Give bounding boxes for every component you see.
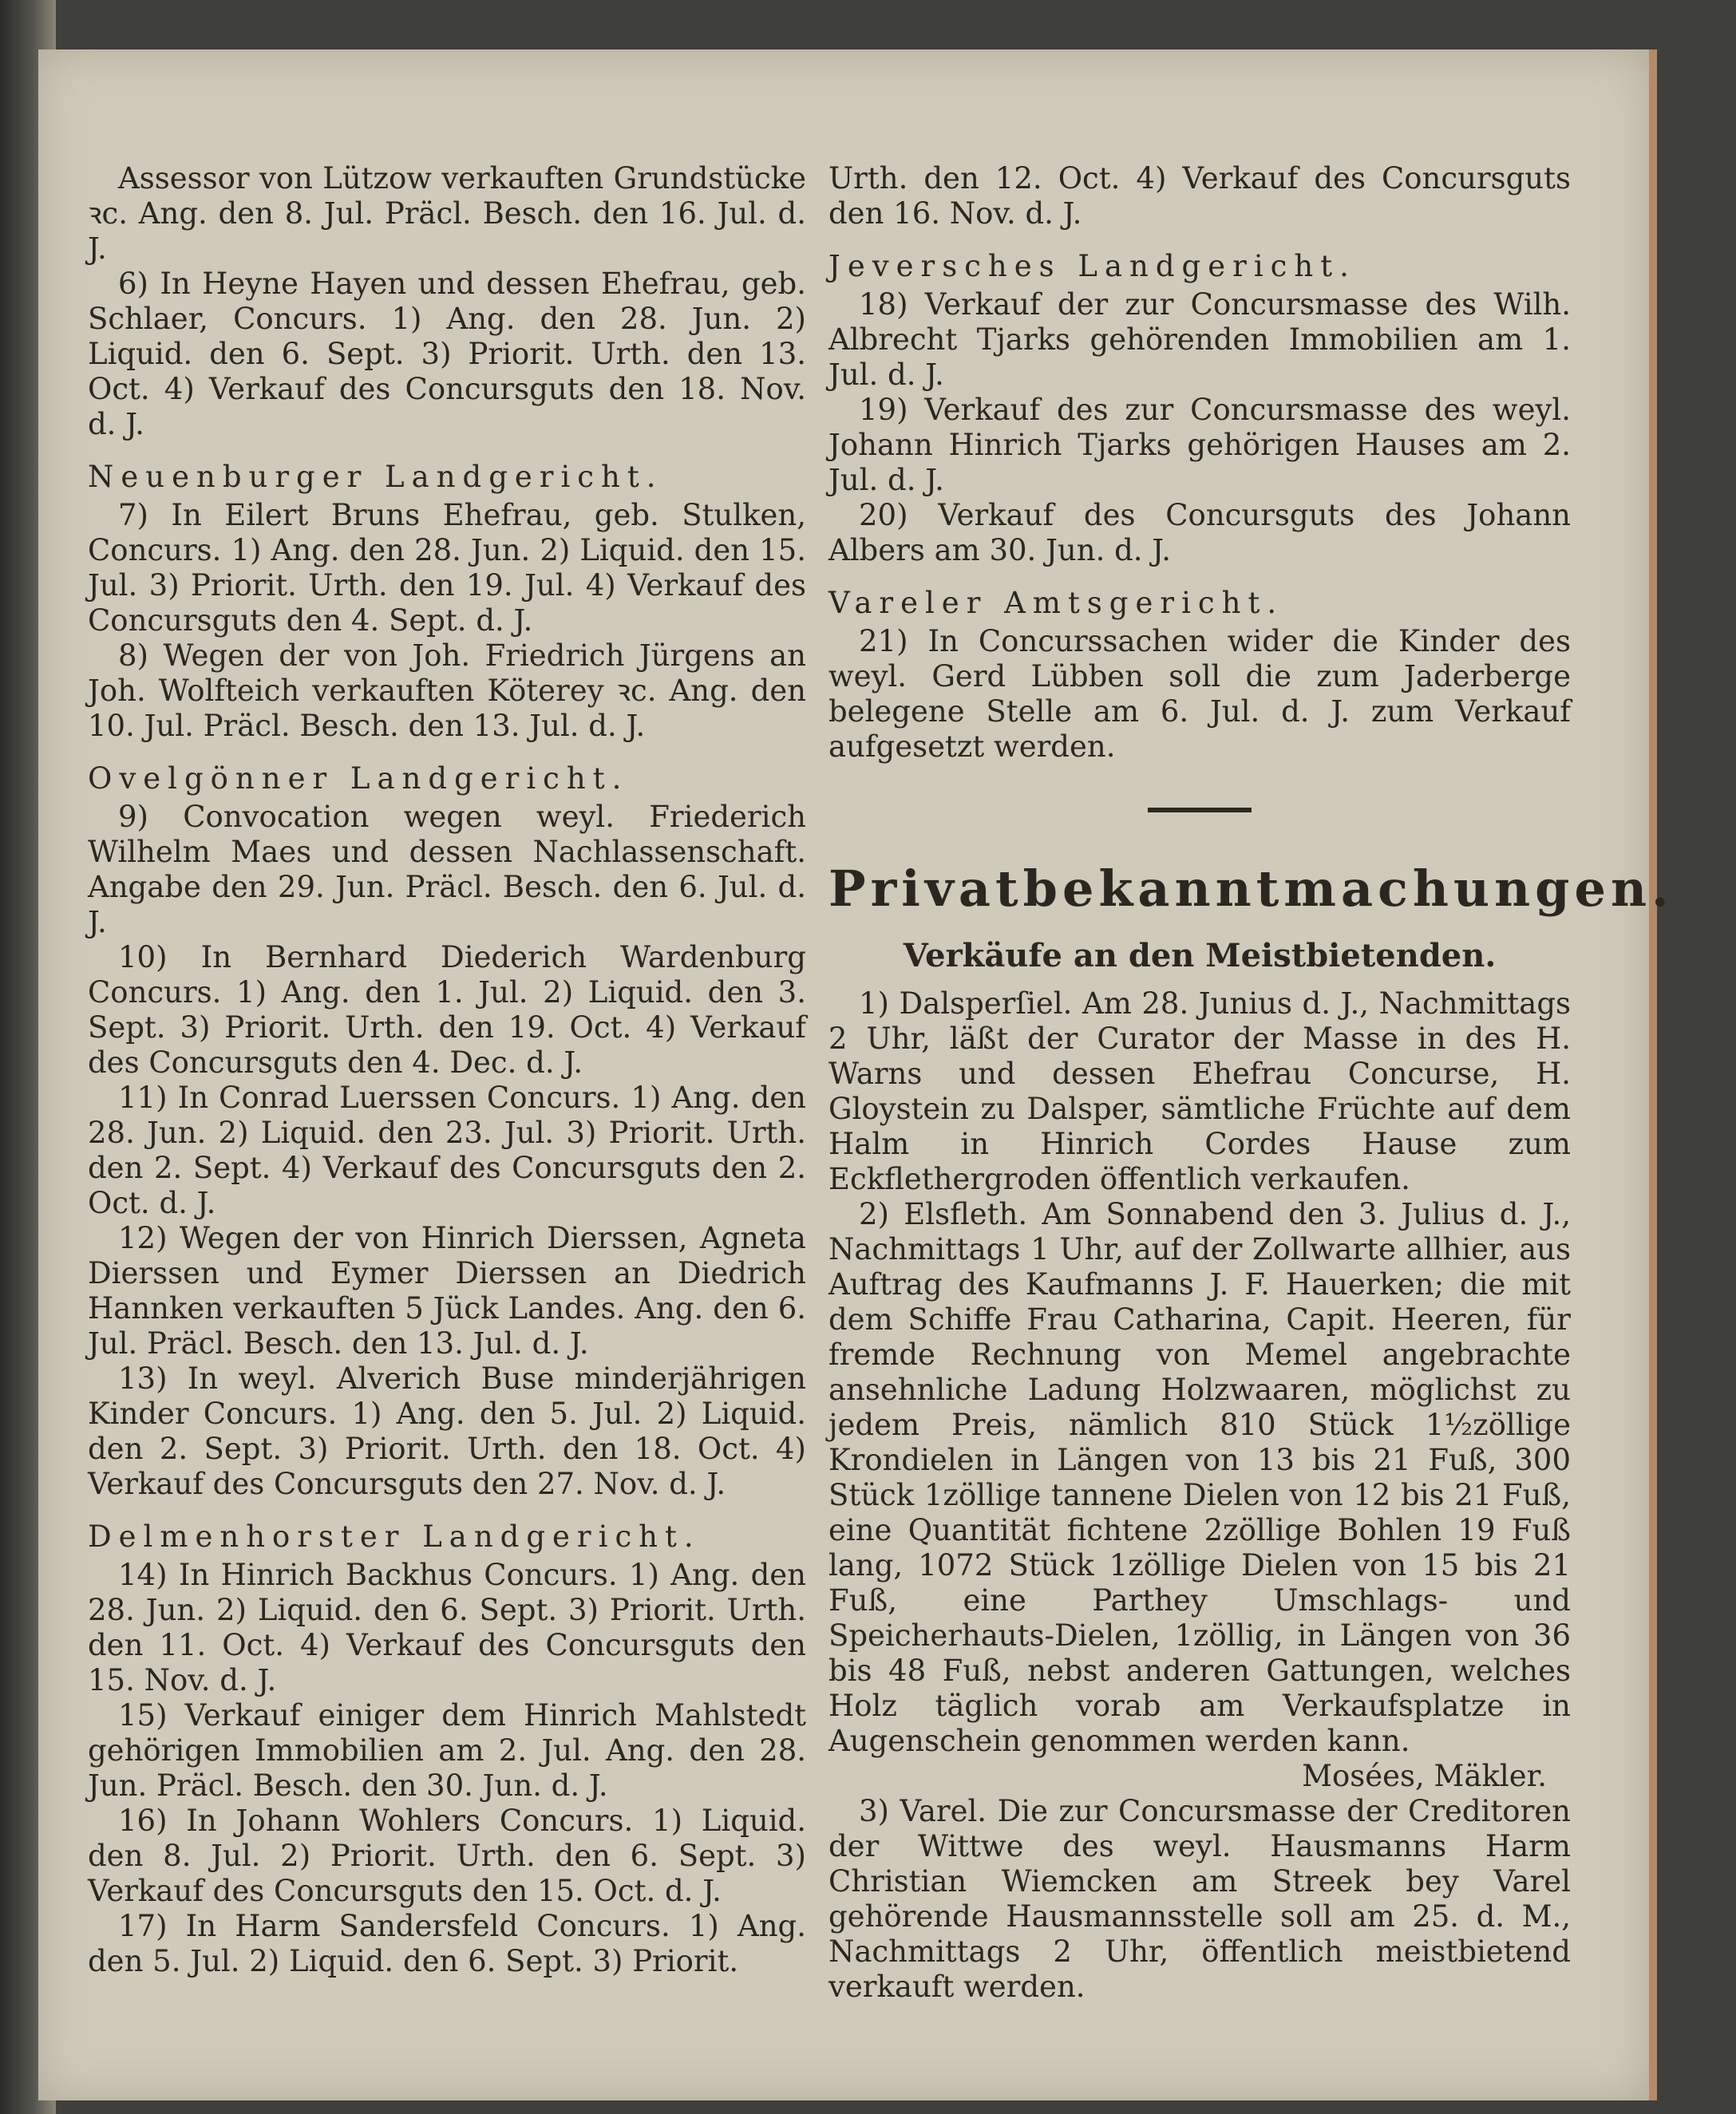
notice-paragraph: 6) In Heyne Hayen und dessen Ehefrau, geb. Schlaer, Concurs. 1) Ang. den 28. Jun. 2) Liquid. den 6. Sept. 3) Priorit. Urth. den 13. Oct. 4) Verkauf des Concursguts den 18. Nov. d. J. <box>88 267 806 441</box>
court-heading: Vareler Amtsgericht. <box>828 586 1284 620</box>
notice-paragraph: 10) In Bernhard Diederich Wardenburg Concurs. 1) Ang. den 1. Jul. 2) Liquid. den 3. Sept. 3) Priorit. Urth. den 19. Oct. 4) Verkauf des Concursguts den 4. Dec. d. J. <box>88 940 806 1080</box>
notice-paragraph: 19) Verkauf des zur Concursmasse des weyl. Johann Hinrich Tjarks gehörigen Hauses am 2. Jul. d. J. <box>828 393 1571 497</box>
court-heading: Ovelgönner Landgericht. <box>88 761 629 796</box>
court-heading: Delmenhorster Landgericht. <box>88 1519 701 1554</box>
notice-paragraph: 3) Varel. Die zur Concursmasse der Creditoren der Wittwe des weyl. Hausmanns Harm Christian Wiemcken am Streek bey Varel gehörende Hausmannsstelle soll am 25. d. M., Nachmittags 2 Uhr, öffentlich meistbietend verkauft werden. <box>828 1794 1571 2004</box>
notice-paragraph: 16) In Johann Wohlers Concurs. 1) Liquid. den 8. Jul. 2) Priorit. Urth. den 6. Sept. 3) Verkauf des Concursguts den 15. Oct. d. J. <box>88 1804 806 1908</box>
left-column <box>88 161 806 1979</box>
notice-paragraph: 18) Verkauf der zur Concursmasse des Wilh. Albrecht Tjarks gehörenden Immobilien am 1. Jul. d. J. <box>828 287 1571 392</box>
court-heading: Neuenburger Landgericht. <box>88 460 663 494</box>
notice-paragraph: 17) In Harm Sandersfeld Concurs. 1) Ang. den 5. Jul. 2) Liquid. den 6. Sept. 3) Priorit. <box>88 1909 806 1978</box>
notice-paragraph: 12) Wegen der von Hinrich Dierssen, Agneta Dierssen und Eymer Dierssen an Diedrich Hannken verkauften 5 Jück Landes. Ang. den 6. Jul. Präcl. Besch. den 13. Jul. d. J. <box>88 1221 806 1361</box>
notice-paragraph: Urth. den 12. Oct. 4) Verkauf des Concursguts den 16. Nov. d. J. <box>828 161 1571 231</box>
notice-paragraph: 21) In Concurssachen wider die Kinder des weyl. Gerd Lübben soll die zum Jaderberge belegene Stelle am 6. Jul. d. J. zum Verkauf aufgesetzt werden. <box>828 624 1571 764</box>
notice-paragraph: 2) Elsfleth. Am Sonnabend den 3. Julius d. J., Nachmittags 1 Uhr, auf der Zollwarte allhier, aus Auftrag des Kaufmanns J. F. Hauerken; die mit dem Schiffe Frau Catharina, Capit. Heeren, für fremde Rechnung von Memel angebrachte ansehnliche Ladung Holzwaaren, möglichst zu jedem Preis, nämlich 810 Stück 1½zöllige Krondielen in Längen von 13 bis 21 Fuß, 300 Stück 1zöllige tannene Dielen von 12 bis 21 Fuß, eine Quantität fichtene 2zöllige Bohlen 19 Fuß lang, 1072 Stück 1zöllige Dielen von 15 bis 21 Fuß, eine Parthey Umschlags- und Speicherhauts-Dielen, 1zöllig, in Längen von 36 bis 48 Fuß, nebst anderen Gattungen, welches Holz täglich vorab am Verkaufsplatze in Augenschein genommen werden kann. <box>828 1197 1571 1758</box>
notice-paragraph: 11) In Conrad Luerssen Concurs. 1) Ang. den 28. Jun. 2) Liquid. den 23. Jul. 3) Priorit. Urth. den 2. Sept. 4) Verkauf des Concursguts den 2. Oct. d. J. <box>88 1081 806 1220</box>
notice-paragraph: 8) Wegen der von Joh. Friedrich Jürgens an Joh. Wolfteich verkauften Köterey ꝛc. Ang. den 10. Jul. Präcl. Besch. den 13. Jul. d. J. <box>88 638 806 743</box>
court-heading: Jeversches Landgericht. <box>828 249 1356 283</box>
notice-paragraph: 13) In weyl. Alverich Buse minderjährigen Kinder Concurs. 1) Ang. den 5. Jul. 2) Liquid. den 2. Sept. 3) Priorit. Urth. den 18. Oct. 4) Verkauf des Concursguts den 27. Nov. d. J. <box>88 1361 806 1501</box>
notice-paragraph: 7) In Eilert Bruns Ehefrau, geb. Stulken, Concurs. 1) Ang. den 28. Jun. 2) Liquid. den 15. Jul. 3) Priorit. Urth. den 19. Jul. 4) Verkauf des Concursguts den 4. Sept. d. J. <box>88 498 806 638</box>
section-divider <box>1148 808 1252 812</box>
notice-paragraph: 14) In Hinrich Backhus Concurs. 1) Ang. den 28. Jun. 2) Liquid. den 6. Sept. 3) Priorit. Urth. den 11. Oct. 4) Verkauf des Concursguts den 15. Nov. d. J. <box>88 1558 806 1697</box>
notice-paragraph: 9) Convocation wegen weyl. Friederich Wilhelm Maes und dessen Nachlassenschaft. Angabe den 29. Jun. Präcl. Besch. den 6. Jul. d. J. <box>88 800 806 939</box>
right-column <box>828 161 1674 2005</box>
section-title: Privatbekanntmachungen. <box>828 859 1674 918</box>
signature-line: Mosées, Mäkler. <box>1302 1759 1547 1793</box>
notice-paragraph: 15) Verkauf einiger dem Hinrich Mahlstedt gehörigen Immobilien am 2. Jul. Ang. den 28. Jun. Präcl. Besch. den 30. Jun. d. J. <box>88 1698 806 1803</box>
document-page <box>38 49 1674 2100</box>
notice-paragraph: 1) Dalsperſiel. Am 28. Junius d. J., Nachmittags 2 Uhr, läßt der Curator der Masse in des H. Warns und dessen Ehefrau Concurse, H. Gloystein zu Dalsper, sämtliche Früchte auf dem Halm in Hinrich Cordes Hause zum Eckflethergroden öffentlich verkaufen. <box>828 986 1571 1196</box>
notice-paragraph: Assessor von Lützow verkauften Grundstücke ꝛc. Ang. den 8. Jul. Präcl. Besch. den 16. Jul. d. J. <box>88 161 806 266</box>
notice-paragraph: 20) Verkauf des Concursguts des Johann Albers am 30. Jun. d. J. <box>828 498 1571 567</box>
section-subtitle: Verkäufe an den Meistbietenden. <box>903 937 1497 974</box>
